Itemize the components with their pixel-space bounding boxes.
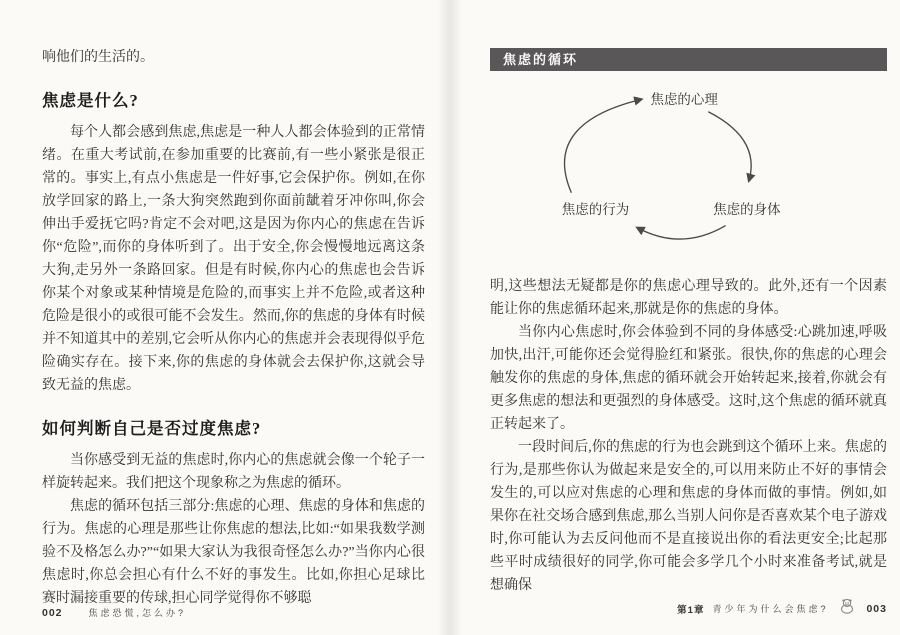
arrow-body-to-behavior-icon — [636, 226, 725, 240]
chapter-title: 青少年为什么会焦虑? — [712, 604, 829, 614]
body-paragraph: 明,这些想法无疑都是你的焦虑心理导致的。此外,还有一个因素能让你的焦虑循环起来,那就是你的焦虑的身体。 — [490, 279, 887, 317]
chapter-number: 第1章 — [677, 604, 705, 616]
page-number: 003 — [866, 602, 887, 615]
body-paragraph: 一段时间后,你的焦虑的行为也会跳到这个循环上来。焦虑的行为,是那些你认为做起来是安全的,可以用来防止不好的事情会发生的,可以应对焦虑的心理和焦虑的身体而做的事情。例如,如果你在社交场合感到焦虑,那么当别人问你是否喜欢某个电子游戏时,你可能认为去反问他而不是直接说出你的看法更安全;比起那些平时成绩很好的同学,你可能会多学几个小时来准备考试,就是想确保 — [490, 440, 887, 593]
section-heading-what-is-anxiety: 焦虑是什么? — [42, 91, 139, 110]
anxiety-cycle-diagram — [494, 79, 884, 267]
diagram-node-anxious-mind: 焦虑的心理 — [649, 92, 718, 108]
diagram-node-anxious-behavior: 焦虑的行为 — [561, 201, 629, 217]
body-paragraph: 每个人都会感到焦虑,焦虑是一种人人都会体验到的正常情绪。在重大考试前,在参加重要的比赛前,有一些小紧张是很正常的。事实上,有点小焦虑是一件好事,它会保护你。例如,在你放学回家的路上,一条大狗突然跑到你面前龇着牙冲你叫,你会伸出手爱抚它吗?肯定不会对吧,这是因为你内心的焦虑在告诉你“危险”,而你的身体听到了。出于安全,你会慢慢地远离这条大狗,走另外一条路回家。但是有时候,你内心的焦虑也会告诉你某个对象或某种情境是危险的,而事实上并不危险,或者这种危险是很小的或很可能不会发生。然而,你的焦虑的身体有时候并不知道其中的差别,它会听从你内心的焦虑并会表现得似乎危险确实存在。接下来,你的焦虑的身体就会去保护你,这就会导致无益的焦虑。 — [42, 125, 425, 393]
continuation-paragraph: 响他们的生活的。 — [42, 50, 154, 65]
section-heading-over-anxious: 如何判断自己是否过度焦虑? — [42, 419, 262, 438]
mascot-icon — [838, 598, 856, 619]
body-paragraph: 当你感受到无益的焦虑时,你内心的焦虑就会像一个轮子一样旋转起来。我们把这个现象称之为焦虑的循环。 — [42, 453, 425, 491]
arrow-behavior-to-mind-icon — [564, 99, 641, 193]
page-number: 002 — [42, 606, 63, 619]
book-title: 焦虑恐慌,怎么办? — [88, 608, 187, 618]
diagram-node-anxious-body: 焦虑的身体 — [712, 201, 781, 217]
body-paragraph: 焦虑的循环包括三部分:焦虑的心理、焦虑的身体和焦虑的行为。焦虑的心理是那些让你焦虑的想法,比如:“如果我数学测验不及格怎么办?”“如果大家认为我很奇怪怎么办?”当你内心很焦虑时,你总会担心有什么不好的事发生。比如,你担心足球比赛时漏接重要的传球,担心同学觉得你不够聪 — [42, 499, 425, 606]
body-paragraph: 当你内心焦虑时,你会体验到不同的身体感受:心跳加速,呼吸加快,出汗,可能你还会觉得脸红和紧张。很快,你的焦虑的心理会触发你的焦虑的身体,焦虑的循环就会开始转起来,接着,你就会有更多焦虑的想法和更强烈的身体感受。这时,这个焦虑的循环就真正转起来了。 — [490, 325, 887, 432]
right-page-footer — [677, 598, 887, 619]
right-page — [450, 0, 900, 635]
arrow-mind-to-body-icon — [708, 112, 751, 181]
left-page-footer — [42, 606, 186, 619]
section-header-bar: 焦虑的循环 — [490, 48, 887, 71]
